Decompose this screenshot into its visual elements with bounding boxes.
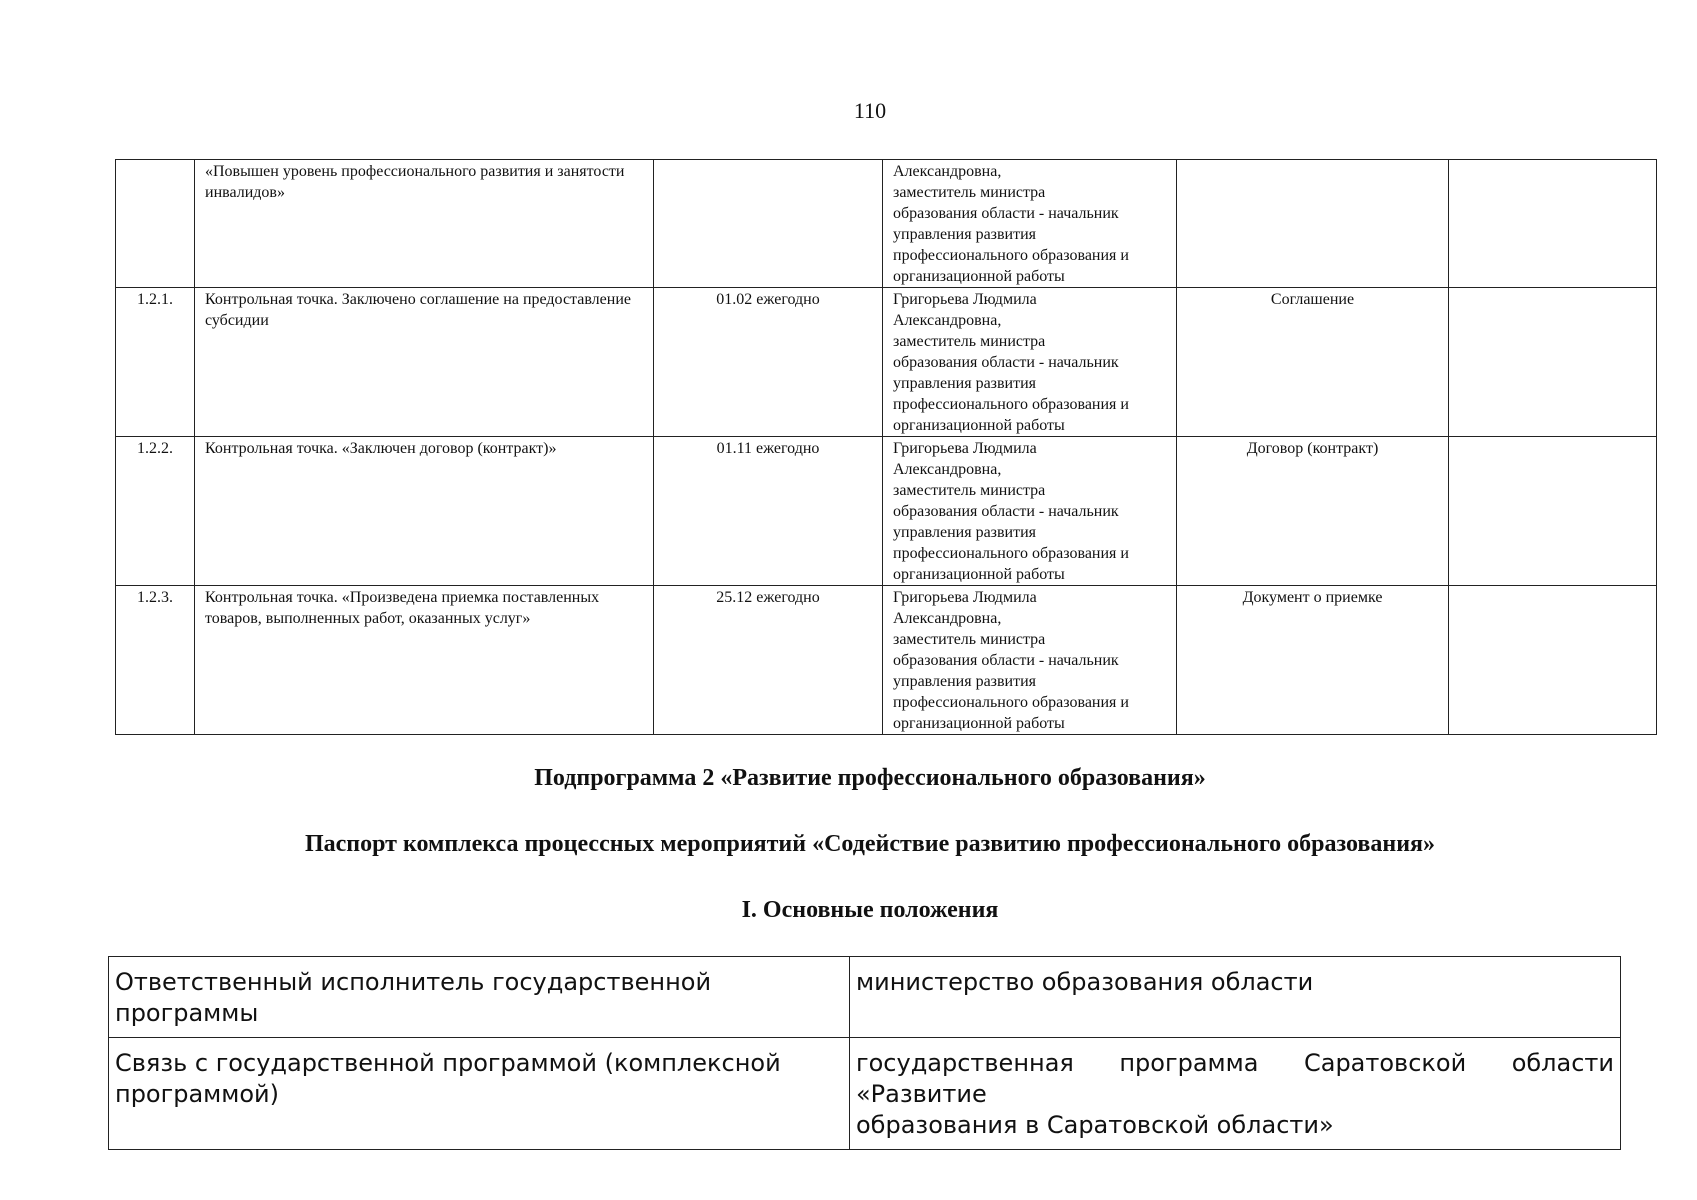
- row-document: [1177, 160, 1449, 288]
- row-number: 1.2.2.: [116, 437, 195, 586]
- responsible-text: Александровна, заместитель министра образования области - начальник управления развития профессионального образования и организационной работы: [893, 163, 1129, 285]
- responsible-text: Григорьева Людмила Александровна, заместитель министра образования области - начальник управления развития профессионального образования и организационной работы: [893, 589, 1129, 732]
- row-description: Контрольная точка. «Произведена приемка поставленных товаров, выполненных работ, оказанных услуг»: [195, 586, 654, 735]
- table-row: [109, 1038, 1621, 1150]
- row-number: [116, 160, 195, 288]
- row-deadline: 25.12 ежегодно: [654, 586, 883, 735]
- row-document: Документ о приемке: [1177, 586, 1449, 735]
- responsible-text: Григорьева Людмила Александровна, заместитель министра образования области - начальник управления развития профессионального образования и организационной работы: [893, 291, 1129, 434]
- table-row: [116, 288, 1657, 437]
- row-number: 1.2.3.: [116, 586, 195, 735]
- row-extra: [1449, 288, 1657, 437]
- row-description: «Повышен уровень профессионального развития и занятости инвалидов»: [195, 160, 654, 288]
- schedule-table: [115, 159, 1657, 735]
- row-deadline: [654, 160, 883, 288]
- passport-value: [850, 1038, 1621, 1150]
- row-responsible: [883, 437, 1177, 586]
- row-responsible: [883, 586, 1177, 735]
- passport-value-line: образования в Саратовской области»: [856, 1111, 1334, 1139]
- row-description: Контрольная точка. Заключено соглашение на предоставление субсидии: [195, 288, 654, 437]
- subprogram-heading: Подпрограмма 2 «Развитие профессионального образования»: [534, 765, 1206, 791]
- row-extra: [1449, 160, 1657, 288]
- page-number: 110: [853, 98, 887, 123]
- passport-label: Связь с государственной программой (комплексной программой): [109, 1038, 850, 1150]
- row-responsible: [883, 288, 1177, 437]
- table-row: [109, 957, 1621, 1038]
- passport-value: министерство образования области: [850, 957, 1621, 1038]
- row-deadline: 01.02 ежегодно: [654, 288, 883, 437]
- row-number: 1.2.1.: [116, 288, 195, 437]
- passport-label: Ответственный исполнитель государственной программы: [109, 957, 850, 1038]
- row-responsible: [883, 160, 1177, 288]
- row-description: Контрольная точка. «Заключен договор (контракт)»: [195, 437, 654, 586]
- row-document: Соглашение: [1177, 288, 1449, 437]
- responsible-text: Григорьева Людмила Александровна, заместитель министра образования области - начальник управления развития профессионального образования и организационной работы: [893, 440, 1129, 583]
- row-deadline: 01.11 ежегодно: [654, 437, 883, 586]
- section-heading: I. Основные положения: [741, 897, 999, 923]
- row-extra: [1449, 437, 1657, 586]
- row-document: Договор (контракт): [1177, 437, 1449, 586]
- table-row: [116, 586, 1657, 735]
- passport-heading: Паспорт комплекса процессных мероприятий «Содействие развитию профессионального образования»: [304, 831, 1435, 857]
- passport-value-line: государственная программа Саратовской области «Развитие: [856, 1049, 1614, 1108]
- table-row: [116, 437, 1657, 586]
- row-extra: [1449, 586, 1657, 735]
- table-row: [116, 160, 1657, 288]
- passport-table: [108, 956, 1621, 1150]
